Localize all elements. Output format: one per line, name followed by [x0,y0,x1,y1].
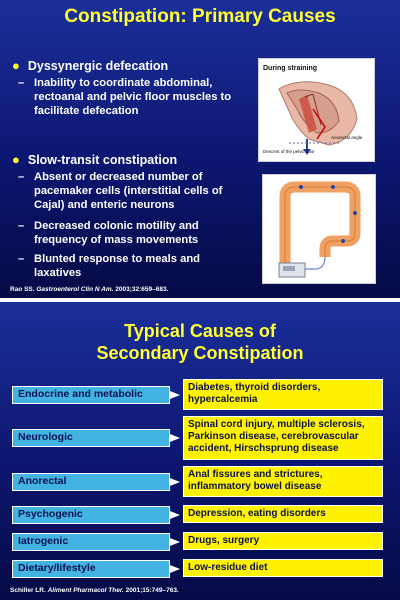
bullet-dyssynergic [12,58,168,73]
cause-value-endocrine: Diabetes, thyroid disorders, hypercalcemia [183,379,383,410]
sub-point: – Decreased colonic motility and frequency of mass movements [18,220,199,246]
cause-label-iatrogenic: Iatrogenic [12,533,170,551]
sub-point: – Inability to coordinate abdominal, rectoanal and pelvic floor muscles to facilitate defecation [18,77,232,117]
colon-illustration [263,175,375,283]
cause-value-anorectal: Anal fissures and strictures, inflammatory bowel disease [183,466,383,497]
figure-caption: During straining [263,65,318,72]
bullet-heading: Slow-transit constipation [27,153,178,167]
slide-primary-causes [0,0,400,298]
dash-icon: – [18,77,25,89]
figure-colon [262,174,376,284]
cause-value-iatrogenic: Drugs, surgery [183,532,383,550]
pelvic-floor-illustration [259,59,374,161]
cause-label-endocrine: Endocrine and metabolic [12,386,170,404]
cause-label-anorectal: Anorectal [12,473,170,491]
slide-title-line2: Secondary Constipation [96,343,304,363]
dash-icon: – [18,171,25,183]
cause-value-psychogenic: Depression, eating disorders [183,505,383,523]
dash-icon: – [18,253,25,265]
slide-title: Constipation: Primary Causes [64,6,336,27]
cause-value-neurologic: Spinal cord injury, multiple sclerosis, Parkinson disease, cerebrovascular accident, Hirschsprung disease [183,416,383,460]
figure-pelvic-floor [258,58,375,162]
bullet-dot-icon: ● [12,58,20,73]
citation: Rao SS. Gastroenterol Clin N Am. 2003;32:659–683. [10,286,169,293]
bullet-heading: Dyssynergic defecation [27,59,169,73]
cause-label-neurologic: Neurologic [12,429,170,447]
citation: Schiller LR. Aliment Pharmacol Ther. 2001;15:749–763. [10,587,179,594]
cause-label-psychogenic: Psychogenic [12,506,170,524]
bullet-slow-transit [12,152,177,167]
label-anorectal-angle: Anorectal angle [331,135,363,140]
cause-label-dietary: Dietary/lifestyle [12,560,170,578]
sub-point: – Absent or decreased number of pacemaker cells (interstitial cells of Cajal) and enteric neurons [18,171,223,211]
slide-secondary-causes [0,302,400,600]
cause-value-dietary: Low-residue diet [183,559,383,577]
dash-icon: – [18,220,25,232]
label-descent: Descent of the pelvic floor [263,149,315,154]
sub-point: – Blunted response to meals and laxatives [18,253,200,279]
bullet-dot-icon: ● [12,152,20,167]
slide-title-line1: Typical Causes of [124,321,276,341]
